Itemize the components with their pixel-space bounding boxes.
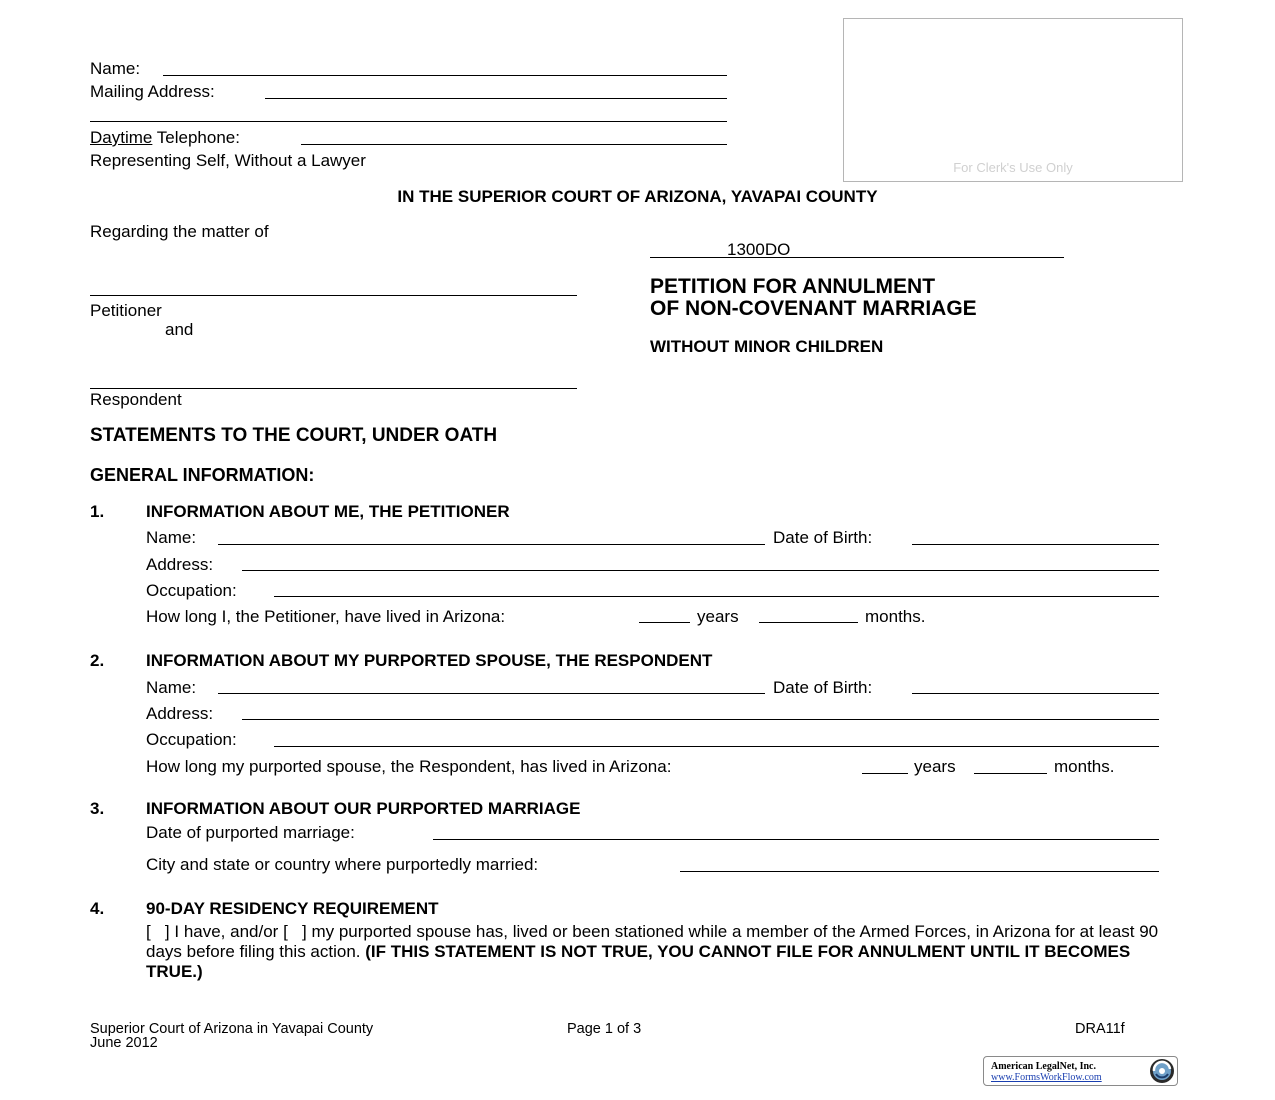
respondent-months-input[interactable] — [974, 773, 1047, 774]
representing-self: Representing Self, Without a Lawyer — [90, 151, 366, 170]
respondent-label: Respondent — [90, 390, 182, 409]
clerk-use-label: For Clerk's Use Only — [953, 160, 1073, 175]
respondent-dob-input[interactable] — [912, 693, 1159, 694]
telephone-label: Telephone: — [156, 128, 240, 147]
petitioner-label: Petitioner — [90, 301, 162, 320]
telephone-field[interactable] — [301, 144, 727, 145]
petitioner-occupation-input[interactable] — [274, 596, 1159, 597]
section-4-number: 4. — [90, 899, 105, 918]
logo-company-name: American LegalNet, Inc. — [991, 1061, 1096, 1072]
petitioner-address-input[interactable] — [242, 570, 1159, 571]
footer-page: Page 1 of 3 — [567, 1021, 642, 1037]
spouse-residency-checkbox[interactable]: [ ] — [283, 922, 307, 941]
respondent-address-input[interactable] — [242, 719, 1159, 720]
petition-title-line1: PETITION FOR ANNULMENT — [650, 275, 936, 298]
respondent-name-field[interactable] — [90, 388, 577, 389]
case-number: 1300DO — [727, 240, 791, 259]
respondent-occupation-label: Occupation: — [146, 730, 237, 749]
petitioner-years-label: years — [697, 607, 739, 626]
mailing-address-label: Mailing Address: — [90, 82, 215, 101]
marriage-date-input[interactable] — [433, 839, 1159, 840]
section-4-title: 90-DAY RESIDENCY REQUIREMENT — [146, 899, 439, 918]
petitioner-months-label: months. — [865, 607, 926, 626]
daytime-label: Daytime — [90, 128, 153, 147]
petitioner-name-field[interactable] — [90, 295, 577, 296]
regarding-label: Regarding the matter of — [90, 222, 269, 241]
section-3-number: 3. — [90, 799, 105, 818]
globe-swirl-icon — [1149, 1058, 1175, 1084]
petitioner-occupation-label: Occupation: — [146, 581, 237, 600]
respondent-address-label: Address: — [146, 704, 214, 723]
marriage-place-label: City and state or country where purportedly married: — [146, 855, 539, 874]
residency-text-b: my purported spouse has, lived or been stationed while a member of the Armed Forces, in Arizona for at least 90 days before filing this action. — [146, 922, 1159, 961]
petitioner-years-input[interactable] — [639, 622, 690, 623]
footer-form-id: DRA11f — [1075, 1021, 1125, 1037]
marriage-place-input[interactable] — [680, 871, 1159, 872]
section-1-number: 1. — [90, 502, 105, 521]
petition-title-line2: OF NON-COVENANT MARRIAGE — [650, 297, 977, 320]
petitioner-dob-label: Date of Birth: — [773, 528, 873, 547]
mailing-address-field[interactable] — [265, 98, 727, 99]
clerk-use-box — [843, 18, 1183, 182]
petition-subtitle: WITHOUT MINOR CHILDREN — [650, 337, 884, 356]
petitioner-address-label: Address: — [146, 555, 214, 574]
respondent-name-label: Name: — [146, 678, 197, 697]
section-3-title: INFORMATION ABOUT OUR PURPORTED MARRIAGE — [146, 799, 581, 818]
respondent-name-input[interactable] — [218, 693, 765, 694]
respondent-dob-label: Date of Birth: — [773, 678, 873, 697]
name-field[interactable] — [163, 75, 727, 76]
respondent-years-label: years — [914, 757, 956, 776]
respondent-years-input[interactable] — [862, 773, 908, 774]
section-2-title: INFORMATION ABOUT MY PURPORTED SPOUSE, THE RESPONDENT — [146, 651, 713, 670]
general-info-heading: GENERAL INFORMATION: — [90, 465, 315, 485]
petitioner-residency-checkbox[interactable]: [ ] — [146, 922, 170, 941]
footer-court: Superior Court of Arizona in Yavapai County — [90, 1021, 374, 1037]
respondent-occupation-input[interactable] — [274, 746, 1159, 747]
mailing-address-field-2[interactable] — [90, 121, 727, 122]
court-title: IN THE SUPERIOR COURT OF ARIZONA, YAVAPAI COUNTY — [397, 187, 878, 206]
statements-heading: STATEMENTS TO THE COURT, UNDER OATH — [90, 425, 498, 446]
petitioner-dob-input[interactable] — [912, 544, 1159, 545]
section-1-title: INFORMATION ABOUT ME, THE PETITIONER — [146, 502, 510, 521]
american-legalnet-logo[interactable] — [983, 1056, 1178, 1086]
petitioner-name-label: Name: — [146, 528, 197, 547]
name-label: Name: — [90, 59, 141, 78]
residency-text-a: I have, and/or — [174, 922, 279, 941]
marriage-date-label: Date of purported marriage: — [146, 823, 355, 842]
residency-statement — [146, 922, 1181, 982]
petitioner-name-input[interactable] — [218, 544, 765, 545]
and-label: and — [165, 320, 194, 339]
respondent-months-label: months. — [1054, 757, 1115, 776]
petitioner-months-input[interactable] — [759, 622, 858, 623]
petitioner-residency-label: How long I, the Petitioner, have lived in Arizona: — [146, 607, 506, 626]
footer-date: June 2012 — [90, 1035, 158, 1051]
section-2-number: 2. — [90, 651, 105, 670]
logo-url-link[interactable]: www.FormsWorkFlow.com — [991, 1072, 1102, 1083]
respondent-residency-label: How long my purported spouse, the Respondent, has lived in Arizona: — [146, 757, 672, 776]
daytime-telephone-label — [90, 128, 240, 148]
residency-warning: (IF THIS STATEMENT IS NOT TRUE, YOU CANNOT FILE FOR ANNULMENT UNTIL IT BECOMES TRUE.) — [146, 942, 1131, 981]
case-number-field[interactable] — [650, 257, 1064, 258]
